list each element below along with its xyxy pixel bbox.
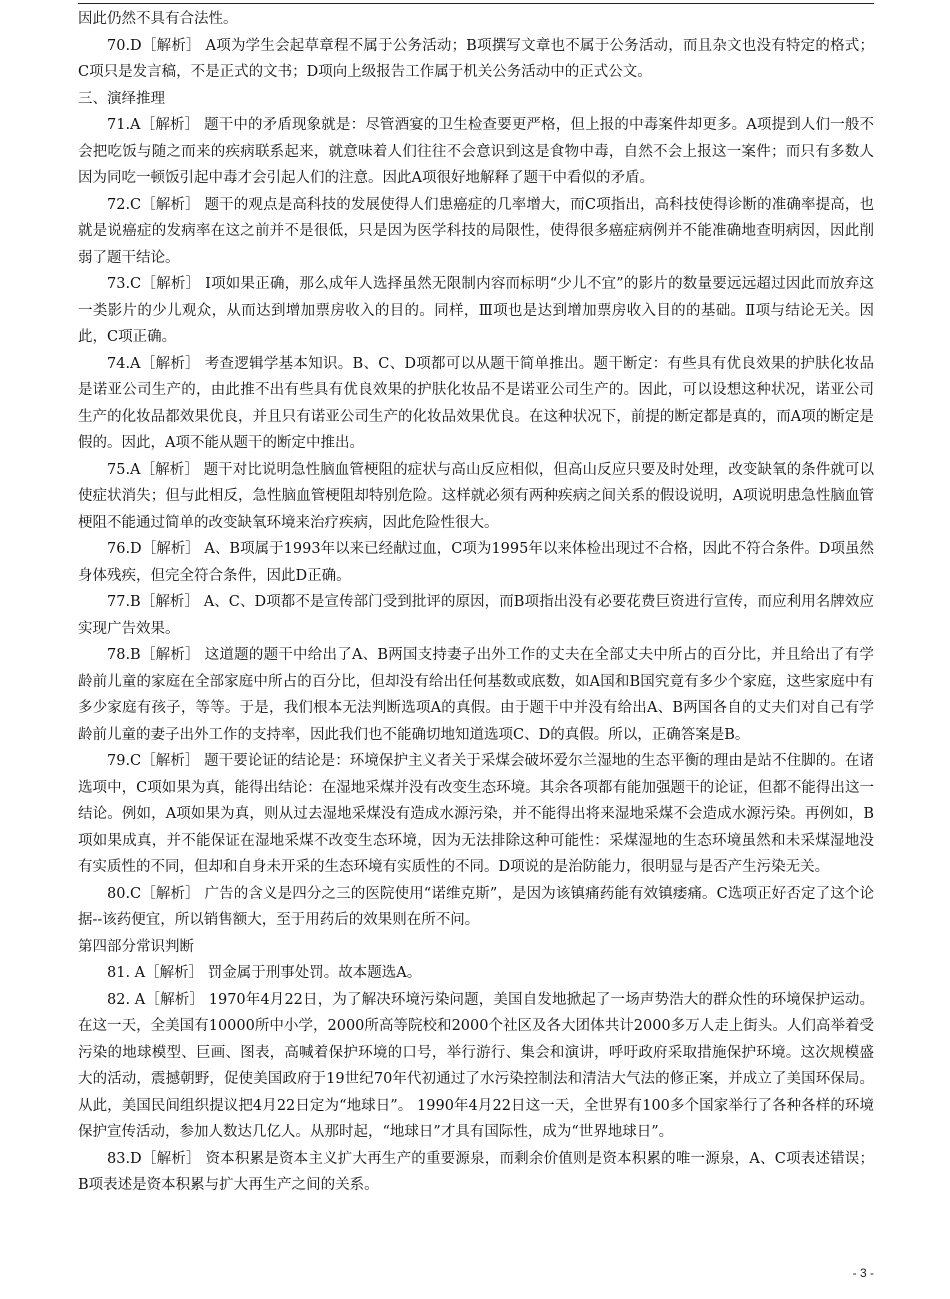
- answer-75: 75.A［解析］ 题干对比说明急性脑血管梗阻的症状与高山反应相似，但高山反应只要及时处理，改变缺氧的条件就可以使症状消失；但与此相反，急性脑血管梗阻却特别危险。这样就必须有两种疾病之间关系的假设说明，A项说明患急性脑血管梗阻不能通过简单的改变缺氧环境来治疗疾病，因此危险性很大。: [78, 461, 874, 531]
- answer-74: 74.A［解析］ 考查逻辑学基本知识。B、C、D项都可以从题干简单推出。题干断定：有些具有优良效果的护肤化妆品是诺亚公司生产的，由此推不出有些具有优良效果的护肤化妆品不是诺亚公司生产的。因此，可以设想这种状况，诺亚公司生产的化妆品都效果优良，并且只有诺亚公司生产的化妆品效果优良。在这种状况下，前提的断定都是真的，而A项的断定是假的。因此，A项不能从题干的断定中推出。: [78, 355, 874, 451]
- answer-71: 71.A［解析］ 题干中的矛盾现象就是：尽管酒宴的卫生检查要更严格，但上报的中毒案件却更多。A项提到人们一般不会把吃饭与随之而来的疾病联系起来，就意味着人们往往不会意识到这是食物中毒，自然不会上报这一案件；而只有多数人因为同吃一顿饭引起中毒才会引起人们的注意。因此A项很好地解释了题干中看似的矛盾。: [78, 117, 874, 186]
- answer-72: 72.C［解析］ 题干的观点是高科技的发展使得人们患癌症的几率增大，而C项指出，高科技使得诊断的准确率提高，也就是说癌症的发病率在这之前并不是很低，只是因为医学科技的局限性，使得很多癌症病例并不能准确地查明病因，因此削弱了题干结论。: [78, 196, 874, 266]
- answer-80: 80.C［解析］ 广告的含义是四分之三的医院使用“诺维克斯”，是因为该镇痛药能有效镇痿痛。C选项正好否定了这个论据--该药便宜，所以销售额大，至于用药后的效果则在所不问。: [78, 885, 874, 928]
- answer-76: 76.D［解析］ A、B项属于1993年以来已经献过血，C项为1995年以来体检出现过不合格，因此不符合条件。D项虽然身体残疾，但完全符合条件，因此D正确。: [78, 541, 874, 584]
- answer-78: 78.B［解析］ 这道题的题干中给出了A、B两国支持妻子出外工作的丈夫在全部丈夫中所占的百分比，并且给出了有学龄前儿童的家庭在全部家庭中所占的百分比，但却没有给出任何基数或底数，如A国和B国究竟有多少个家庭，这些家庭中有多少家庭有孩子，等等。于是，我们根本无法判断选项A的真假。由于题干中并没有给出A、B两国各自的丈夫们对自己有学龄前儿童的妻子出外工作的支持率，因此我们也不能确切地知道选项C、D的真假。所以，正确答案是B。: [78, 647, 874, 743]
- answer-70: 70.D［解析］ A项为学生会起草章程不属于公务活动；B项撰写文章也不属于公务活动，而且杂文也没有特定的格式；C项只是发言稿，不是正式的文书；D项向上级报告工作属于机关公务活动中的正式公文。: [78, 37, 874, 80]
- answer-77: 77.B［解析］ A、C、D项都不是宣传部门受到批评的原因，而B项指出没有必要花费巨资进行宣传，而应利用名牌效应实现广告效果。: [78, 594, 874, 637]
- answer-82: 82. A［解析］ 1970年4月22日，为了解决环境污染问题，美国自发地掀起了一场声势浩大的群众性的环境保护运动。在这一天，全美国有10000所中小学，2000所高等院校和2000个社区及各大团体共计2000多万人走上街头。人们高举着受污染的地球模型、巨画、图表，高喊着保护环境的口号，举行游行、集会和演讲，呼吁政府采取措施保护环境。这次规模盛大的活动，震撼朝野，促使美国政府于19世纪70年代初通过了水污染控制法和清洁大气法的修正案，并成立了美国环保局。从此，美国民间组织提议把4月22日定为“地球日”。 1990年4月22日这一天，全世界有100多个国家举行了各种各样的环境保护宣传活动，参加人数达几亿人。从那时起，“地球日”才具有国际性，成为“世界地球日”。: [78, 991, 874, 1140]
- answer-79: 79.C［解析］ 题干要论证的结论是：环境保护主义者关于采煤会破坏爱尔兰湿地的生态平衡的理由是站不住脚的。在诸选项中，C项如果为真，能得出结论：在湿地采煤并没有改变生态环境。其余各项都有能加强题干的论证，但都不能得出这一结论。例如，A项如果为真，则从过去湿地采煤没有造成水源污染，并不能得出将来湿地采煤不会造成水源污染。再例如，B项如果成真，并不能保证在湿地采煤不改变生态环境，因为无法排除这种可能性：采煤湿地的生态环境虽然和未采煤湿地没有实质性的不同，但却和自身未开采的生态环境有实质性的不同。D项说的是治防能力，很明显与是否产生污染无关。: [78, 753, 874, 875]
- answer-73: 73.C［解析］ Ⅰ项如果正确，那么成年人选择虽然无限制内容而标明“少儿不宜”的影片的数量要远远超过因此而放弃这一类影片的少儿观众，从而达到增加票房收入的目的。同样，Ⅲ项也是达到增加票房收入目的的基础。Ⅱ项与结论无关。因此，C项正确。: [78, 276, 874, 345]
- section-heading-deductive-reasoning: 三、演绎推理: [78, 90, 165, 107]
- document-body: [78, 6, 874, 1199]
- answer-81: 81. A［解析］ 罚金属于刑事处罚。故本题选A。: [107, 965, 422, 981]
- answer-83: 83.D［解析］ 资本积累是资本主义扩大再生产的重要源泉，而剩余价值则是资本积累的唯一源泉，A、C项表述错误；B项表述是资本积累与扩大再生产之间的关系。: [78, 1150, 874, 1193]
- page-number: - 3 -: [852, 1266, 874, 1280]
- header-rule: [78, 3, 874, 4]
- section-heading-common-sense: 第四部分常识判断: [78, 938, 194, 955]
- paragraph-continuation: 因此仍然不具有合法性。: [78, 11, 238, 27]
